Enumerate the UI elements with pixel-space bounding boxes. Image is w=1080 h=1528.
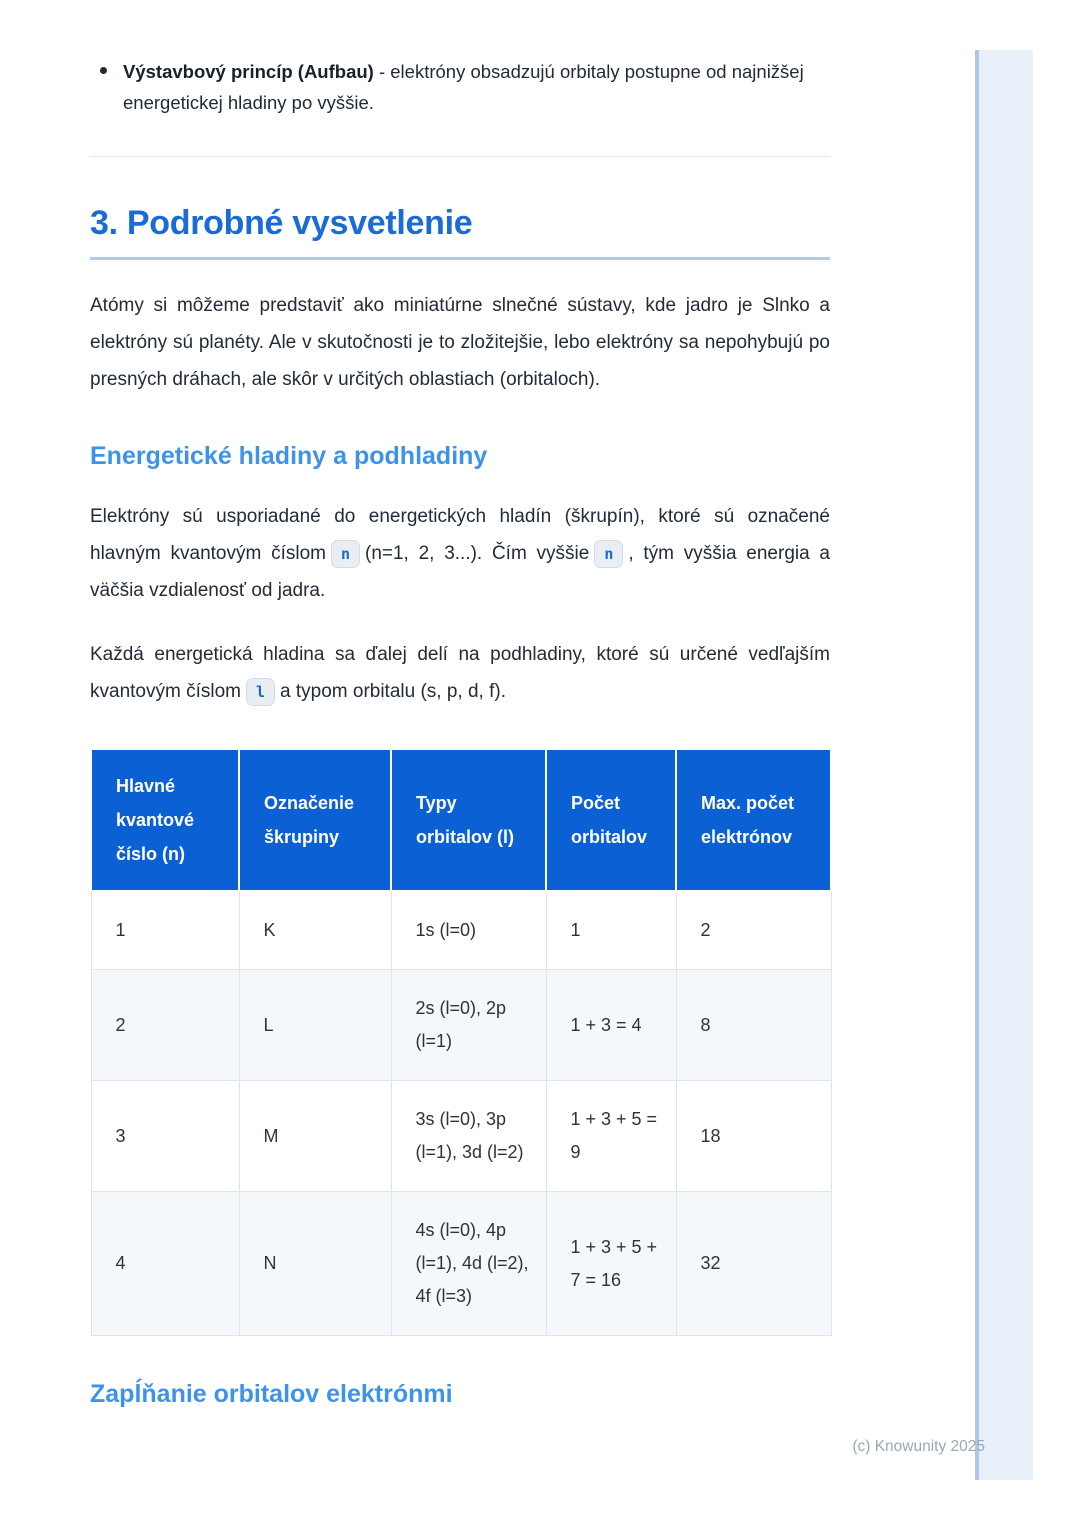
- quantum-levels-table: [90, 748, 832, 1336]
- table-row: [91, 891, 831, 970]
- table-cell: 1: [91, 891, 239, 970]
- levels-paragraph-1: [90, 498, 830, 609]
- subheading-energy-levels: Energetické hladiny a podhladiny: [90, 442, 488, 470]
- table-cell: 18: [676, 1081, 831, 1192]
- subheading-orbital-filling: Zapĺňanie orbitalov elektrónmi: [90, 1380, 453, 1408]
- list-item-text: - elektróny obsadzujú orbitaly postupne od najnižšej energetickej hladiny po vyššie.: [123, 61, 804, 113]
- table-cell: 3: [91, 1081, 239, 1192]
- table-row: [91, 1081, 831, 1192]
- table-cell: 1 + 3 = 4: [546, 970, 676, 1081]
- levels-paragraph-2: [90, 636, 830, 710]
- table-header-cell: Typy orbitalov (l): [391, 749, 546, 891]
- table-cell: 3s (l=0), 3p (l=1), 3d (l=2): [391, 1081, 546, 1192]
- inline-code-n: n: [594, 540, 623, 568]
- table-cell: 4s (l=0), 4p (l=1), 4d (l=2), 4f (l=3): [391, 1192, 546, 1336]
- page-content: [90, 0, 830, 1409]
- table-header-cell: Počet orbitalov: [546, 749, 676, 891]
- list-item-term: Výstavbový princíp (Aufbau): [123, 61, 374, 82]
- levels-paragraph-2-text-a: Každá energetická hladina sa ďalej delí na podhladiny, ktoré sú určené vedľajším kvantovým číslom: [90, 644, 830, 702]
- bullet-icon: [100, 67, 107, 74]
- levels-paragraph-1-text-b: (n=1, 2, 3...). Čím vyššie: [365, 543, 590, 564]
- section-divider: [90, 156, 830, 157]
- table-cell: 4: [91, 1192, 239, 1336]
- table-row: [91, 970, 831, 1081]
- table-header-row: [91, 749, 831, 891]
- table-cell: 1: [546, 891, 676, 970]
- table-cell: K: [239, 891, 391, 970]
- levels-paragraph-2-text-b: a typom orbitalu (s, p, d, f).: [280, 681, 506, 702]
- inline-code-n: n: [331, 540, 360, 568]
- page-edge-stripe: [975, 50, 1033, 1480]
- table-cell: N: [239, 1192, 391, 1336]
- levels-paragraph-1-text-c: , tým vyššia energia a väčšia vzdialenosť od jadra.: [90, 543, 830, 601]
- table-cell: 8: [676, 970, 831, 1081]
- table-cell: 1 + 3 + 5 = 9: [546, 1081, 676, 1192]
- table-header-cell: Označenie škrupiny: [239, 749, 391, 891]
- table-cell: 2s (l=0), 2p (l=1): [391, 970, 546, 1081]
- copyright-note: (c) Knowunity 2025: [852, 1438, 985, 1455]
- list-item-aufbau: [90, 56, 830, 118]
- table-cell: 1 + 3 + 5 + 7 = 16: [546, 1192, 676, 1336]
- table-cell: L: [239, 970, 391, 1081]
- table-cell: 1s (l=0): [391, 891, 546, 970]
- table-cell: M: [239, 1081, 391, 1192]
- table-cell: 32: [676, 1192, 831, 1336]
- levels-paragraph-1-text-a: Elektróny sú usporiadané do energetických hladín (škrupín), ktoré sú označené hlavným kvantovým číslom: [90, 506, 830, 564]
- table-header-cell: Max. počet elektrónov: [676, 749, 831, 891]
- section-heading: 3. Podrobné vysvetlenie: [90, 204, 830, 260]
- table-cell: 2: [676, 891, 831, 970]
- table-cell: 2: [91, 970, 239, 1081]
- table-row: [91, 1192, 831, 1336]
- table-header-cell: Hlavné kvantové číslo (n): [91, 749, 239, 891]
- inline-code-l: l: [246, 678, 275, 706]
- intro-paragraph: Atómy si môžeme predstaviť ako miniatúrne slnečné sústavy, kde jadro je Slnko a elektróny sú planéty. Ale v skutočnosti je to zložitejšie, lebo elektróny sa nepohybujú po presných dráhach, ale skôr v určitých oblastiach (orbitaloch).: [90, 295, 830, 390]
